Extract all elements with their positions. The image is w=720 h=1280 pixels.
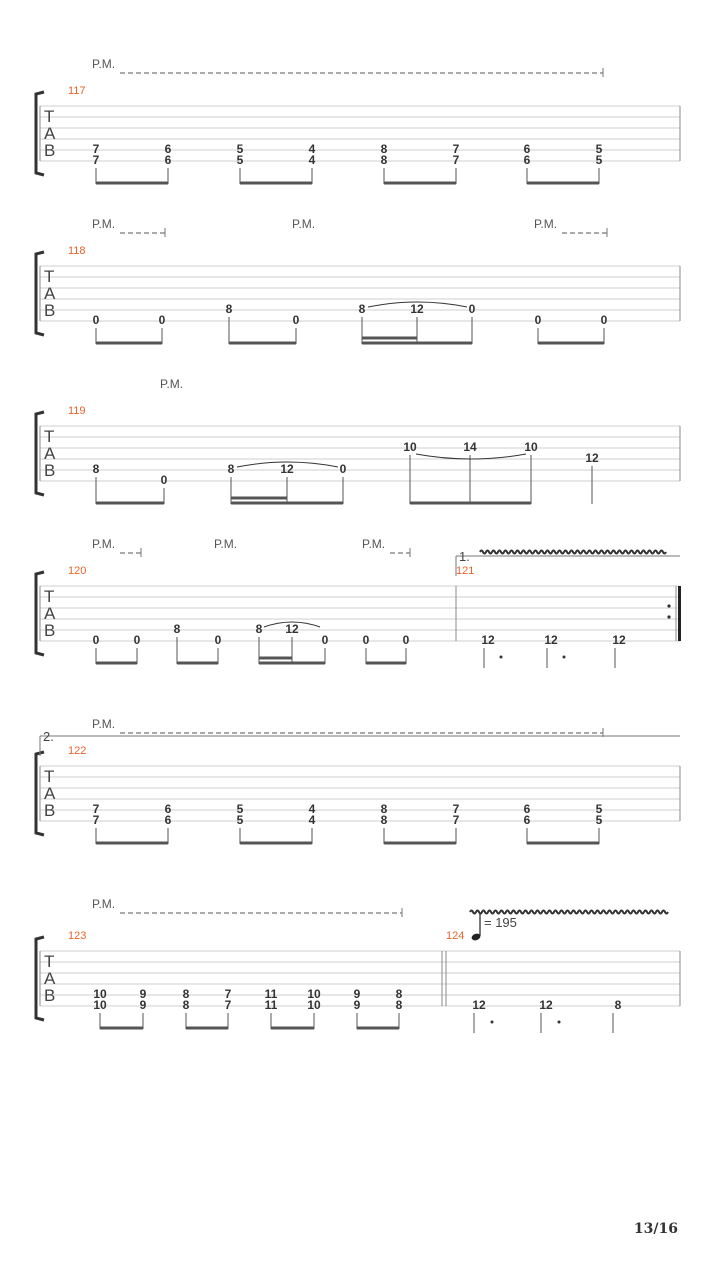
beam [186, 1027, 228, 1030]
beam [527, 182, 599, 185]
palm-mute-label: P.M. [214, 537, 238, 551]
palm-mute-label: P.M. [92, 217, 116, 231]
measure-number: 122 [68, 745, 87, 757]
fret-number: 8 [380, 813, 388, 827]
fret-number: 7 [224, 987, 232, 1001]
palm-mute-label: P.M. [534, 217, 558, 231]
fret-number: 6 [523, 802, 531, 816]
fret-number: 8 [182, 987, 190, 1001]
beam [240, 182, 312, 185]
fret-number: 10 [93, 987, 107, 1001]
beam [96, 662, 137, 665]
fret-number: 8 [227, 462, 235, 476]
measure-number: 124 [446, 930, 465, 942]
dotted-note [500, 656, 503, 659]
page-number: 13/16 [633, 1221, 678, 1237]
fret-number: 8 [380, 142, 388, 156]
fret-number: 0 [339, 462, 347, 476]
volta-label: 2. [43, 729, 54, 744]
tab-clef-letter: A [44, 604, 56, 623]
tab-clef-letter: T [44, 587, 55, 606]
beam [100, 1027, 143, 1030]
tab-clef-letter: B [44, 986, 56, 1005]
fret-number: 5 [595, 813, 603, 827]
fret-number: 9 [139, 987, 147, 1001]
fret-number: 0 [92, 633, 100, 647]
tab-clef-letter: B [44, 301, 56, 320]
tab-clef-letter: B [44, 801, 56, 820]
fret-number: 8 [395, 987, 403, 1001]
fret-number: 7 [452, 142, 460, 156]
fret-number: 8 [173, 622, 181, 636]
fret-number: 5 [236, 802, 244, 816]
fret-number: 10 [307, 987, 321, 1001]
fret-number: 12 [539, 998, 553, 1012]
fret-number: 6 [523, 142, 531, 156]
fret-number: 4 [308, 153, 316, 167]
tab-clef-letter: B [44, 461, 56, 480]
fret-number: 11 [264, 987, 278, 1001]
fret-number: 4 [308, 142, 316, 156]
dotted-note [563, 656, 566, 659]
fret-number: 12 [612, 633, 626, 647]
fret-number: 9 [353, 987, 361, 1001]
beam [362, 337, 417, 340]
fret-number: 0 [214, 633, 222, 647]
fret-number: 8 [395, 998, 403, 1012]
tab-clef-letter: A [44, 284, 56, 303]
fret-number: 0 [292, 313, 300, 327]
fret-number: 6 [164, 802, 172, 816]
fret-number: 12 [410, 302, 424, 316]
fret-number: 7 [452, 813, 460, 827]
fret-number: 0 [468, 302, 476, 316]
tab-clef-letter: A [44, 969, 56, 988]
fret-number: 0 [133, 633, 141, 647]
tab-clef-letter: T [44, 952, 55, 971]
beam [96, 342, 162, 345]
fret-number: 5 [595, 142, 603, 156]
measure-number: 118 [68, 245, 86, 257]
fret-number: 10 [93, 998, 107, 1012]
dotted-note [558, 1021, 561, 1024]
fret-number: 5 [595, 153, 603, 167]
beam [177, 662, 218, 665]
fret-number: 12 [544, 633, 558, 647]
repeat-dot [667, 604, 670, 607]
beam [362, 342, 472, 345]
measure-number: 121 [456, 565, 475, 577]
fret-number: 8 [225, 302, 233, 316]
palm-mute-label: P.M. [92, 897, 116, 911]
fret-number: 0 [321, 633, 329, 647]
fret-number: 6 [523, 813, 531, 827]
fret-number: 14 [463, 440, 477, 454]
tab-clef-letter: T [44, 427, 55, 446]
fret-number: 12 [481, 633, 495, 647]
beam [384, 842, 456, 845]
beam [231, 502, 343, 505]
slur [416, 454, 526, 459]
repeat-end-bar [678, 586, 681, 641]
fret-number: 12 [285, 622, 299, 636]
beam [240, 842, 312, 845]
fret-number: 8 [380, 802, 388, 816]
tab-clef-letter: T [44, 767, 55, 786]
beam [527, 842, 599, 845]
fret-number: 6 [523, 153, 531, 167]
fret-number: 4 [308, 813, 316, 827]
fret-number: 0 [534, 313, 542, 327]
palm-mute-label: P.M. [92, 57, 116, 71]
beam [96, 502, 164, 505]
palm-mute-label: P.M. [92, 537, 116, 551]
fret-number: 10 [307, 998, 321, 1012]
fret-number: 6 [164, 142, 172, 156]
fret-number: 7 [92, 813, 100, 827]
fret-number: 7 [452, 802, 460, 816]
tab-clef-letter: A [44, 784, 56, 803]
measure-number: 119 [68, 405, 86, 417]
measure-number: 120 [68, 565, 87, 577]
fret-number: 0 [600, 313, 608, 327]
beam [366, 662, 406, 665]
beam [229, 342, 296, 345]
fret-number: 5 [595, 802, 603, 816]
fret-number: 7 [452, 153, 460, 167]
tab-clef-letter: T [44, 107, 55, 126]
tab-clef-letter: B [44, 621, 56, 640]
fret-number: 5 [236, 142, 244, 156]
palm-mute-label: P.M. [160, 377, 184, 391]
fret-number: 5 [236, 153, 244, 167]
beam [410, 502, 531, 505]
fret-number: 0 [160, 473, 168, 487]
fret-number: 7 [92, 153, 100, 167]
tab-clef-letter: A [44, 444, 56, 463]
fret-number: 0 [158, 313, 166, 327]
fret-number: 0 [362, 633, 370, 647]
fret-number: 8 [182, 998, 190, 1012]
beam [259, 662, 325, 665]
fret-number: 7 [224, 998, 232, 1012]
beam [231, 497, 287, 500]
beam [96, 182, 168, 185]
tab-clef-letter: A [44, 124, 56, 143]
fret-number: 8 [92, 462, 100, 476]
fret-number: 12 [472, 998, 486, 1012]
tab-clef-letter: T [44, 267, 55, 286]
measure-number: 123 [68, 930, 87, 942]
vibrato-line [470, 911, 668, 914]
palm-mute-label: P.M. [362, 537, 386, 551]
fret-number: 12 [585, 451, 599, 465]
beam [259, 657, 292, 660]
fret-number: 8 [614, 998, 622, 1012]
tab-clef-letter: B [44, 141, 56, 160]
beam [357, 1027, 399, 1030]
beam [96, 842, 168, 845]
fret-number: 10 [403, 440, 417, 454]
palm-mute-label: P.M. [292, 217, 316, 231]
fret-number: 9 [139, 998, 147, 1012]
beam [384, 182, 456, 185]
fret-number: 0 [92, 313, 100, 327]
fret-number: 12 [280, 462, 294, 476]
fret-number: 8 [380, 153, 388, 167]
beam [538, 342, 604, 345]
fret-number: 6 [164, 153, 172, 167]
measure-number: 117 [68, 85, 86, 97]
fret-number: 11 [264, 998, 278, 1012]
beam [271, 1027, 314, 1030]
tempo-marking: = 195 [484, 915, 517, 930]
volta-label: 1. [459, 549, 470, 564]
fret-number: 8 [358, 302, 366, 316]
fret-number: 8 [255, 622, 263, 636]
fret-number: 6 [164, 813, 172, 827]
palm-mute-label: P.M. [92, 717, 116, 731]
fret-number: 10 [524, 440, 538, 454]
fret-number: 4 [308, 802, 316, 816]
fret-number: 9 [353, 998, 361, 1012]
fret-number: 0 [402, 633, 410, 647]
fret-number: 5 [236, 813, 244, 827]
fret-number: 7 [92, 142, 100, 156]
repeat-dot [667, 615, 670, 618]
fret-number: 7 [92, 802, 100, 816]
vibrato-line [480, 551, 666, 554]
dotted-note [491, 1021, 494, 1024]
